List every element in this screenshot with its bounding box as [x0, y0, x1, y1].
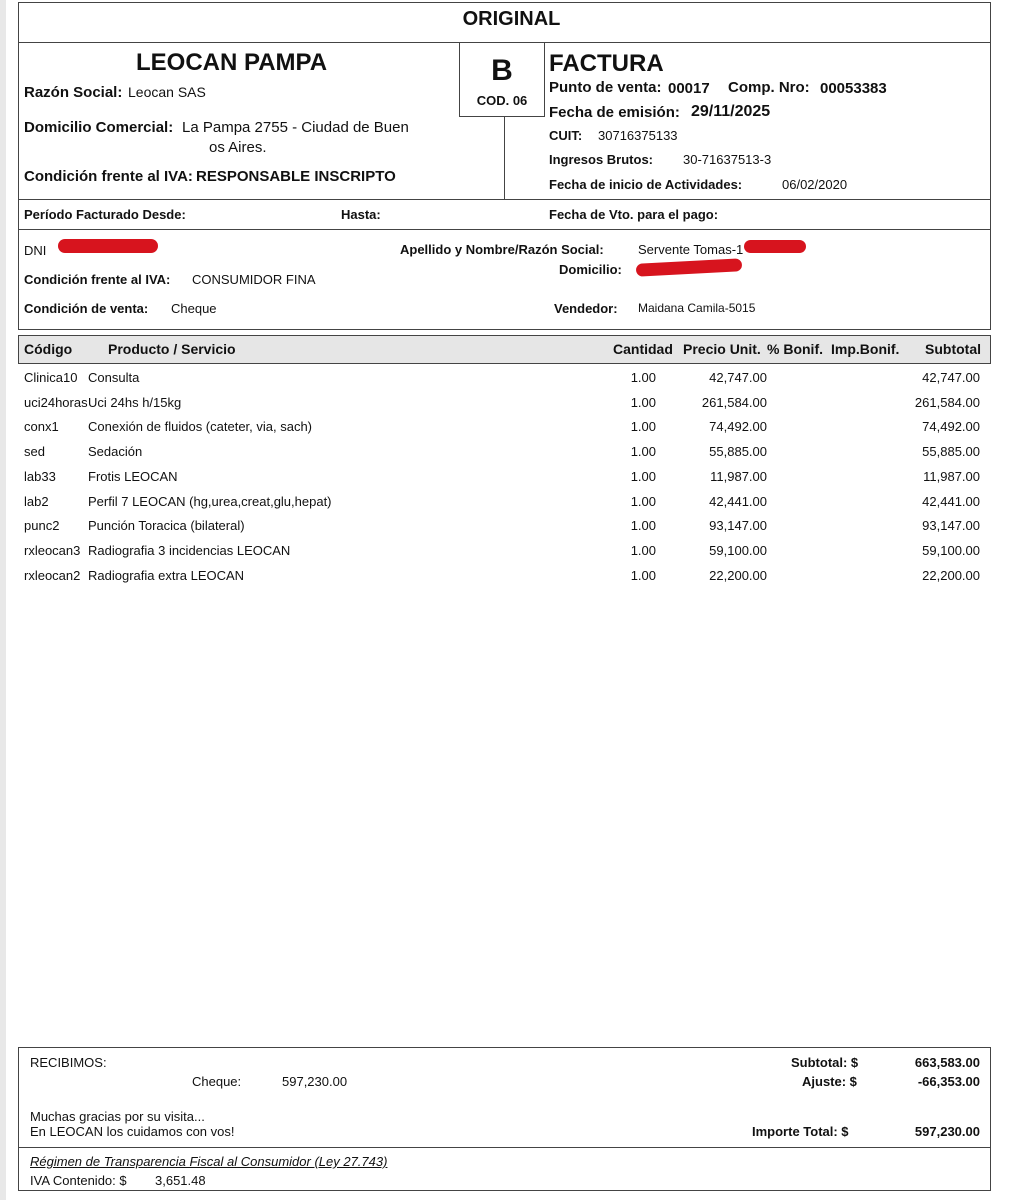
comp-nro-label: Comp. Nro:: [728, 79, 810, 96]
domicilio-comercial-label: Domicilio Comercial:: [24, 119, 174, 136]
importe-total-label: Importe Total: $: [752, 1124, 849, 1139]
subtotal-value: 663,583.00: [914, 1055, 980, 1070]
cell-precio: 59,100.00: [709, 543, 767, 558]
comp-nro-value: 00053383: [820, 80, 887, 97]
issuer-iva-value: RESPONSABLE INSCRIPTO: [196, 168, 396, 185]
customer-name-value: Servente Tomas-1: [638, 242, 744, 257]
cell-producto: Conexión de fluidos (cateter, via, sach): [88, 419, 313, 434]
cell-producto: Uci 24hs h/15kg: [88, 395, 182, 410]
cell-subtotal: 59,100.00: [922, 543, 980, 558]
table-row: [0, 419, 1023, 439]
ajuste-value: -66,353.00: [917, 1074, 980, 1089]
customer-domicilio-label: Domicilio:: [559, 262, 622, 277]
cell-subtotal: 55,885.00: [922, 444, 980, 459]
cell-producto: Consulta: [88, 370, 140, 385]
copy-label: ORIGINAL: [462, 8, 561, 30]
thanks-line2: En LEOCAN los cuidamos con vos!: [30, 1124, 235, 1139]
cell-cantidad: 1.00: [630, 444, 656, 459]
cell-codigo: punc2: [24, 518, 60, 533]
col-imp-bonif-header: Imp.Bonif.: [831, 341, 900, 357]
cell-precio: 42,441.00: [709, 494, 767, 509]
razon-social-label: Razón Social:: [24, 84, 123, 101]
cuit-label: CUIT:: [549, 128, 583, 143]
punto-venta-value: 00017: [668, 80, 710, 97]
cell-precio: 42,747.00: [709, 370, 767, 385]
razon-social-value: Leocan SAS: [128, 84, 206, 100]
voucher-code: COD. 06: [476, 93, 528, 108]
dni-redaction: [58, 239, 158, 253]
iva-contenido-value: 3,651.48: [155, 1173, 206, 1188]
cell-precio: 22,200.00: [709, 568, 767, 583]
cell-producto: Radiografia extra LEOCAN: [88, 568, 245, 583]
iva-contenido-label: IVA Contenido: $: [30, 1173, 127, 1188]
table-row: [0, 444, 1023, 464]
cell-producto: Punción Toracica (bilateral): [88, 518, 245, 533]
table-row: [0, 395, 1023, 415]
cell-cantidad: 1.00: [630, 370, 656, 385]
cell-subtotal: 42,747.00: [922, 370, 980, 385]
cell-precio: 11,987.00: [710, 469, 767, 484]
table-row: [0, 494, 1023, 514]
cell-codigo: uci24horas: [24, 395, 88, 410]
cheque-value: 597,230.00: [282, 1074, 348, 1089]
cell-precio: 93,147.00: [709, 518, 767, 533]
cell-subtotal: 22,200.00: [922, 568, 980, 583]
cell-codigo: sed: [24, 444, 45, 459]
col-precio-header: Precio Unit.: [683, 341, 761, 357]
cell-subtotal: 11,987.00: [923, 469, 980, 484]
cell-cantidad: 1.00: [630, 568, 656, 583]
dni-label: DNI: [24, 243, 47, 258]
regimen-transparencia: Régimen de Transparencia Fiscal al Consumidor (Ley 27.743): [30, 1154, 388, 1169]
cheque-label: Cheque:: [192, 1074, 242, 1089]
inicio-actividades-label: Fecha de inicio de Actividades:: [549, 177, 743, 192]
col-bonif-header: % Bonif.: [767, 341, 823, 357]
customer-name-label: Apellido y Nombre/Razón Social:: [400, 242, 604, 257]
thanks-line1: Muchas gracias por su visita...: [30, 1109, 205, 1124]
cell-precio: 55,885.00: [709, 444, 767, 459]
issuer-name: LEOCAN PAMPA: [136, 49, 328, 76]
periodo-hasta-label: Hasta:: [341, 207, 381, 222]
cell-codigo: conx1: [24, 419, 59, 434]
cell-codigo: lab33: [24, 469, 56, 484]
fecha-emision-label: Fecha de emisión:: [549, 104, 680, 121]
cell-subtotal: 74,492.00: [922, 419, 980, 434]
customer-iva-value: CONSUMIDOR FINA: [192, 272, 316, 287]
cell-codigo: lab2: [24, 494, 49, 509]
ajuste-label: Ajuste: $: [802, 1074, 857, 1089]
vendedor-label: Vendedor:: [554, 301, 618, 316]
cell-codigo: rxleocan3: [24, 543, 81, 558]
ingresos-brutos-label: Ingresos Brutos:: [549, 152, 654, 167]
cell-precio: 261,584.00: [701, 395, 767, 410]
cell-producto: Frotis LEOCAN: [88, 469, 178, 484]
col-subtotal-header: Subtotal: [925, 341, 981, 357]
domicilio-comercial-line2: os Aires.: [209, 139, 267, 156]
cell-subtotal: 261,584.00: [914, 395, 980, 410]
cell-cantidad: 1.00: [630, 419, 656, 434]
header-divider: [504, 116, 505, 200]
importe-total-value: 597,230.00: [914, 1124, 980, 1139]
table-row: [0, 469, 1023, 489]
cell-codigo: rxleocan2: [24, 568, 81, 583]
inicio-actividades-value: 06/02/2020: [782, 177, 848, 192]
cell-cantidad: 1.00: [630, 494, 656, 509]
totals-divider: [18, 1147, 991, 1148]
condicion-venta-label: Condición de venta:: [24, 301, 149, 316]
page-edge: [0, 0, 6, 1200]
customer-name-redaction: [744, 240, 806, 253]
cuit-value: 30716375133: [598, 128, 678, 143]
cell-cantidad: 1.00: [630, 543, 656, 558]
issuer-iva-label: Condición frente al IVA:: [24, 168, 193, 185]
table-row: [0, 543, 1023, 563]
customer-iva-label: Condición frente al IVA:: [24, 272, 171, 287]
cell-subtotal: 42,441.00: [922, 494, 980, 509]
recibimos-label: RECIBIMOS:: [30, 1055, 107, 1070]
domicilio-comercial-line1: La Pampa 2755 - Ciudad de Buen: [182, 119, 409, 136]
cell-producto: Radiografia 3 incidencias LEOCAN: [88, 543, 291, 558]
col-producto-header: Producto / Servicio: [108, 341, 236, 357]
condicion-venta-value: Cheque: [171, 301, 217, 316]
cell-subtotal: 93,147.00: [922, 518, 980, 533]
col-codigo-header: Código: [24, 341, 73, 357]
voucher-letter: B: [491, 54, 513, 87]
cell-codigo: Clinica10: [24, 370, 78, 385]
fecha-emision-value: 29/11/2025: [691, 103, 771, 120]
cell-cantidad: 1.00: [630, 518, 656, 533]
cell-producto: Perfil 7 LEOCAN (hg,urea,creat,glu,hepat): [88, 494, 332, 509]
table-row: [0, 568, 1023, 588]
cell-producto: Sedación: [88, 444, 143, 459]
table-row: [0, 518, 1023, 538]
vendedor-value: Maidana Camila-5015: [638, 301, 756, 315]
punto-venta-label: Punto de venta:: [549, 79, 662, 96]
table-row: [0, 370, 1023, 390]
invoice-title: FACTURA: [549, 50, 664, 77]
cell-cantidad: 1.00: [630, 395, 656, 410]
col-cantidad-header: Cantidad: [613, 341, 673, 357]
vto-pago-label: Fecha de Vto. para el pago:: [549, 207, 719, 222]
periodo-desde-label: Período Facturado Desde:: [24, 207, 186, 222]
cell-precio: 74,492.00: [709, 419, 767, 434]
ingresos-brutos-value: 30-71637513-3: [683, 152, 772, 167]
subtotal-label: Subtotal: $: [791, 1055, 859, 1070]
cell-cantidad: 1.00: [630, 469, 656, 484]
